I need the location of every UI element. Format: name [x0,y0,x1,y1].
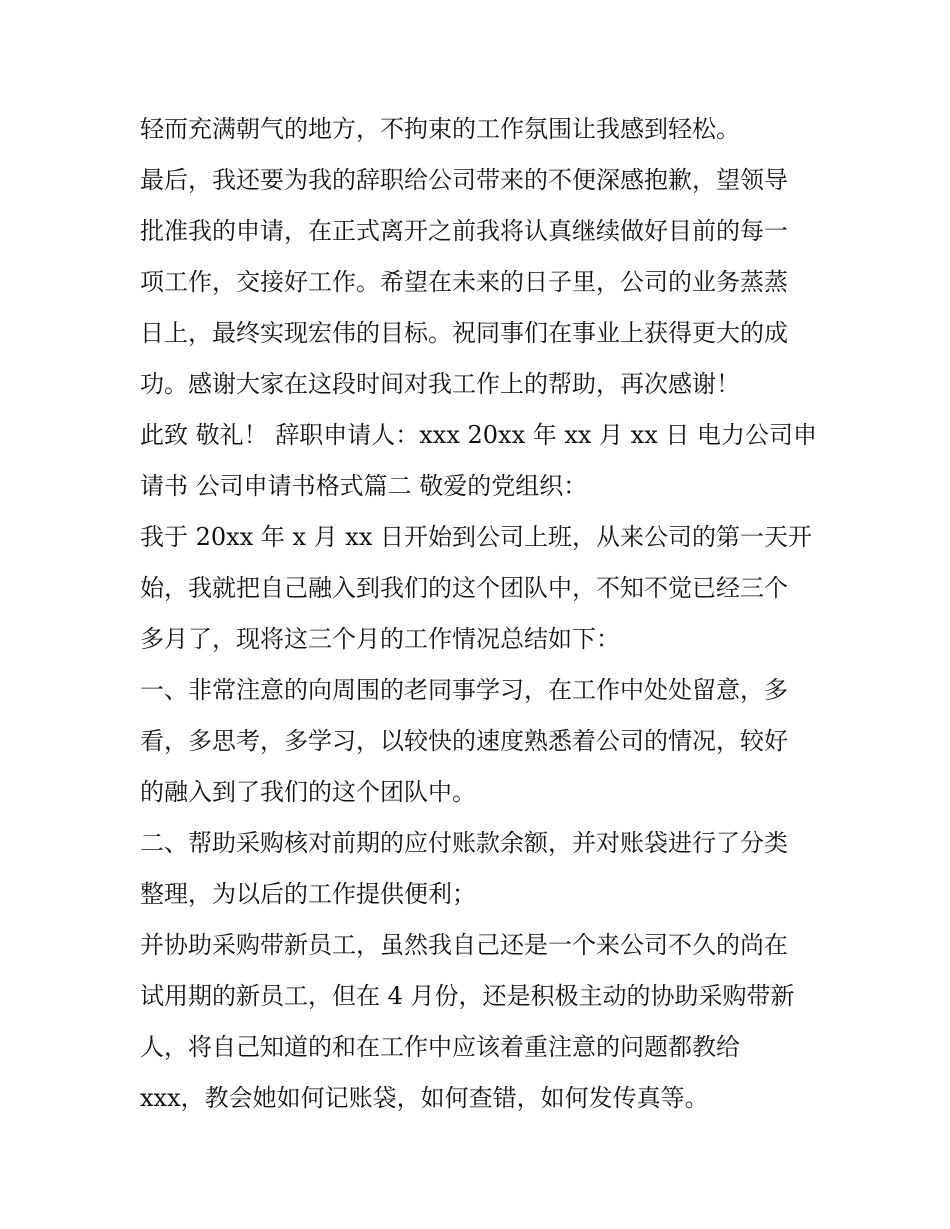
text-line: 功。感谢大家在这段时间对我工作上的帮助，再次感谢！ [140,370,740,398]
text-line: 人，将自己知道的和在工作中应该着重注意的问题都教给 [140,1033,740,1061]
text-line: 项工作，交接好工作。希望在未来的日子里，公司的业务蒸蒸 [140,268,788,296]
text-line: 我于 20xx 年 x 月 xx 日开始到公司上班，从来公司的第一天开 [140,523,812,551]
text-line: 二、帮助采购核对前期的应付账款余额，并对账袋进行了分类 [140,829,788,857]
text-line: 最后，我还要为我的辞职给公司带来的不便深感抱歉，望领导 [140,166,788,194]
text-line: 并协助采购带新员工，虽然我自己还是一个来公司不久的尚在 [140,931,788,959]
text-line: 始，我就把自己融入到我们的这个团队中，不知不觉已经三个 [140,574,788,602]
document-body [140,104,820,1124]
text-line: 此致 敬礼！ 辞职申请人：xxx 20xx 年 xx 月 xx 日 电力公司申 [140,421,818,449]
text-line: 日上，最终实现宏伟的目标。祝同事们在事业上获得更大的成 [140,319,788,347]
text-line: 轻而充满朝气的地方，不拘束的工作氛围让我感到轻松。 [140,115,740,143]
text-line: 试用期的新员工，但在 4 月份，还是积极主动的协助采购带新 [140,982,795,1010]
text-line: 整理，为以后的工作提供便利； [140,880,476,908]
text-line: 看，多思考，多学习，以较快的速度熟悉着公司的情况，较好 [140,727,788,755]
text-line: 批准我的申请，在正式离开之前我将认真继续做好目前的每一 [140,217,788,245]
text-line: 一、非常注意的向周围的老同事学习，在工作中处处留意，多 [140,676,788,704]
text-line: 请书 公司申请书格式篇二 敬爱的党组织： [140,472,588,500]
text-line: 的融入到了我们的这个团队中。 [140,778,476,806]
text-line: 多月了，现将这三个月的工作情况总结如下： [140,625,620,653]
text-line: xxx，教会她如何记账袋，如何查错，如何发传真等。 [140,1084,709,1112]
